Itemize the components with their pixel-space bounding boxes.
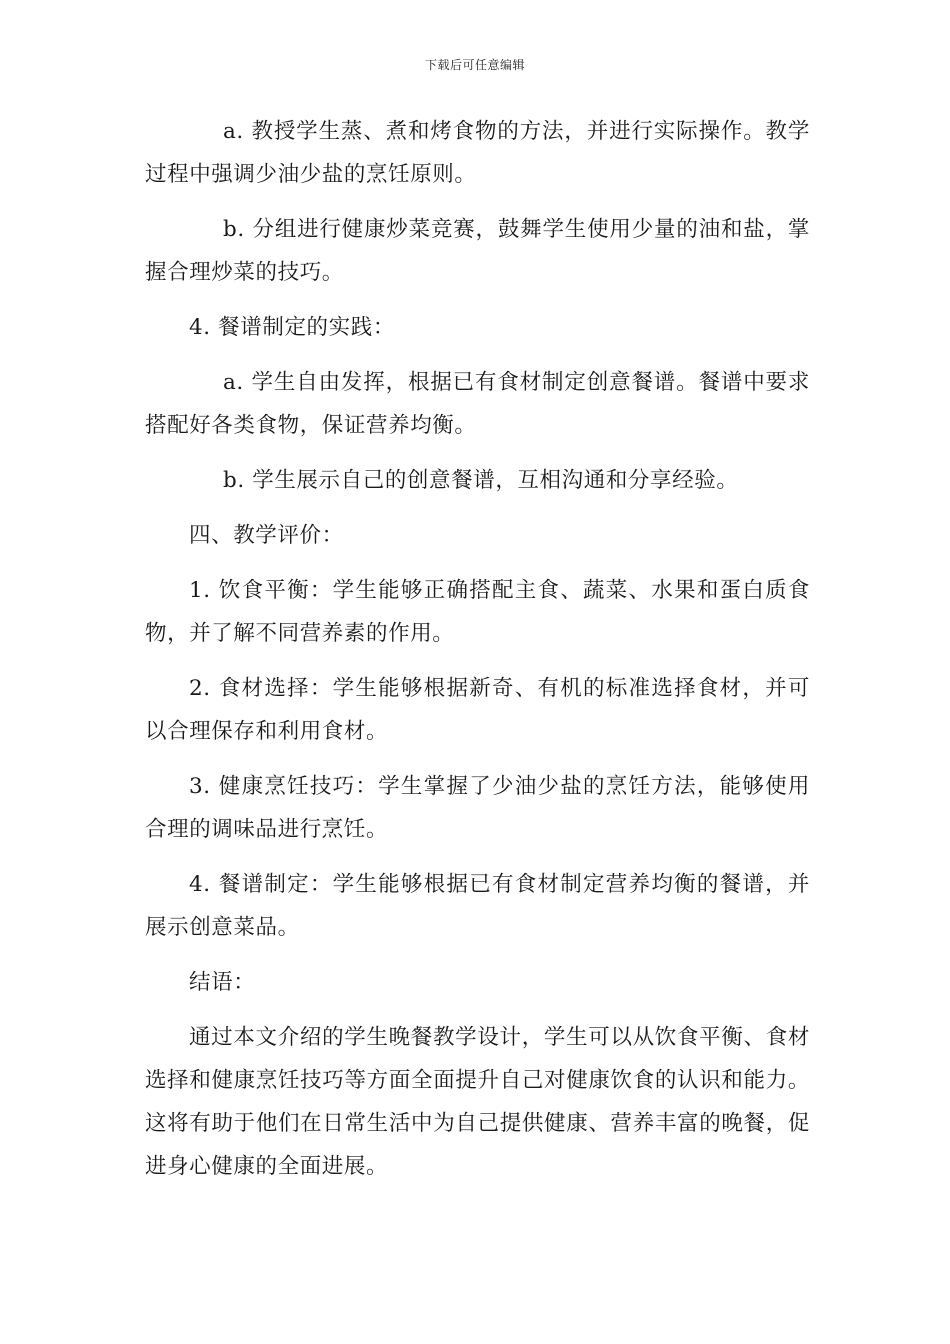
section-heading-evaluation: 四、教学评价： <box>189 523 344 548</box>
paragraph-step-b-contest: b. 分组进行健康炒菜竞赛，鼓舞学生使用少量的油和盐，掌握合理炒菜的技巧。 <box>145 217 810 285</box>
paragraph-step-b-menu: b. 学生展示自己的创意餐谱，互相沟通和分享经验。 <box>223 468 739 493</box>
paragraph-heading-menu-practice: 4. 餐谱制定的实践： <box>189 315 395 340</box>
page-header-note: 下载后可任意编辑 <box>424 58 525 72</box>
paragraph-step-a-menu: a. 学生自由发挥，根据已有食材制定创意餐谱。餐谱中要求搭配好各类食物，保证营养均衡。 <box>145 370 810 438</box>
evaluation-item-2: 2. 食材选择：学生能够根据新奇、有机的标准选择食材，并可以合理保存和利用食材。 <box>145 676 810 744</box>
evaluation-item-3: 3. 健康烹饪技巧：学生掌握了少油少盐的烹饪方法，能够使用合理的调味品进行烹饪。 <box>145 774 810 842</box>
conclusion-heading: 结语： <box>189 970 256 995</box>
paragraph-step-a-cooking: a. 教授学生蒸、煮和烤食物的方法，并进行实际操作。教学过程中强调少油少盐的烹饪原则。 <box>145 119 810 187</box>
conclusion-paragraph: 通过本文介绍的学生晚餐教学设计，学生可以从饮食平衡、食材选择和健康烹饪技巧等方面全面提升自己对健康饮食的认识和能力。这将有助于他们在日常生活中为自己提供健康、营养丰富的晚餐，促进身心健康的全面进展。 <box>145 1025 810 1179</box>
document-body <box>145 110 810 1200</box>
evaluation-item-1: 1. 饮食平衡：学生能够正确搭配主食、蔬菜、水果和蛋白质食物，并了解不同营养素的作用。 <box>145 578 810 646</box>
evaluation-item-4: 4. 餐谱制定：学生能够根据已有食材制定营养均衡的餐谱，并展示创意菜品。 <box>145 872 810 940</box>
